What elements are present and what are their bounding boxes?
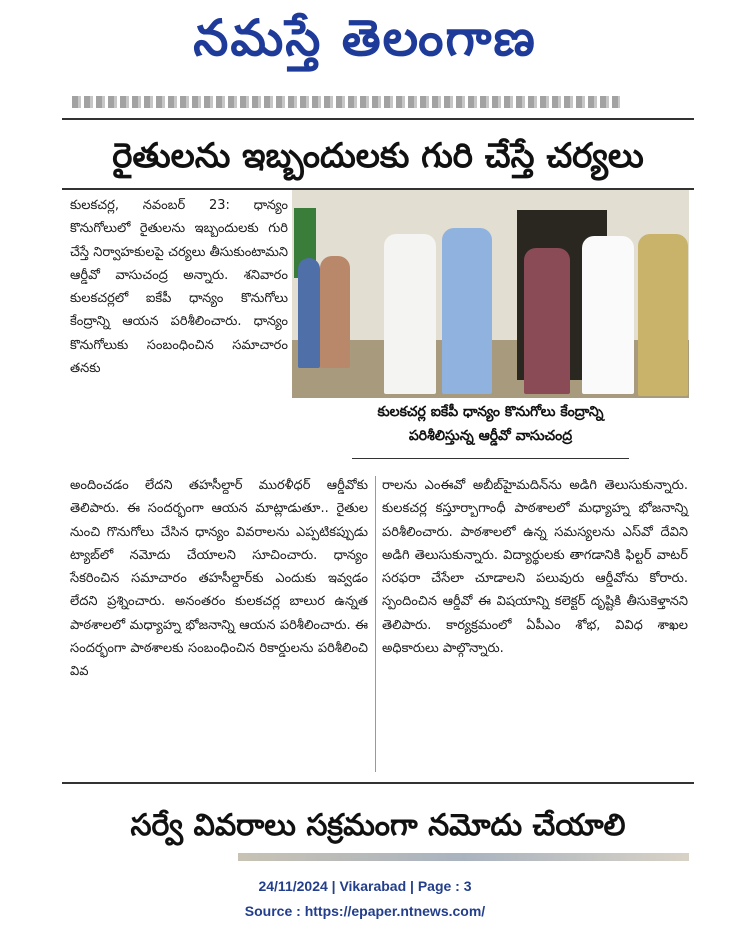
photo-caption-line-2: పరిశీలిస్తున్న ఆర్డీవో వాసుచంద్ర — [408, 428, 573, 444]
top-rule — [62, 118, 694, 120]
article-column-2: అందించడం లేదని తహసీల్దార్ మురళీధర్ ఆర్డీవోకు తెలిపారు. ఈ సందర్భంగా ఆయన మాట్లాడుతూ.. రైతుల నుంచి గొనుగోలు చేసిన ధాన్యం వివరాలను ఎప్పటికప్పుడు ట్యాబ్‌లో నమోదు చేయాలని సూచించారు. ధాన్యం సేకరించిన సమాచారం తహసీల్దార్‌కు ఎందుకు ఇవ్వడం లేదని ప్రశ్నించారు. అనంతరం కులకచర్ల బాలుర ఉన్నత పాఠశాలలో మధ్యాహ్న భోజనాన్ని ఆయన పరిశీలించారు. ఈ సందర్భంగా పాఠశాలకు సంబంధించిన రికార్డులను పరిశీలించి వివ — [70, 478, 368, 680]
article-bottom-rule — [62, 782, 694, 784]
footer-source-line[interactable]: Source : https://epaper.ntnews.com/ — [244, 903, 486, 919]
article-headline: రైతులను ఇబ్బందులకు గురి చేస్తే చర్యలు — [112, 136, 644, 176]
second-article-photo-edge — [238, 853, 689, 861]
second-article-headline: సర్వే వివరాలు సక్రమంగా నమోదు చేయాలి — [130, 808, 626, 843]
photo-caption-line-1: కులకచర్ల ఐకేపీ ధాన్యం కొనుగోలు కేంద్రాన్ని — [377, 404, 604, 420]
article-photo — [292, 190, 689, 398]
footer-date-line: 24/11/2024 | Vikarabad | Page : 3 — [258, 878, 472, 894]
caption-underline — [352, 458, 629, 459]
masthead — [0, 0, 730, 88]
article-column-3: రాలను ఎంఈవో అబీబ్‌హైమదిన్‌ను అడిగి తెలుసుకున్నారు. కులకచర్ల కస్తూర్బాగాంధీ పాఠశాలలో మధ్యాహ్న భోజనాన్ని పరిశీలించారు. పాఠశాలలో ఉన్న సమస్యలను ఎస్‌వో దేవిని అడిగి తెలుసుకున్నారు. విద్యార్థులకు తాగడానికి ఫిల్టర్ వాటర్ సరఫరా చేసేలా చూడాలని పలువురు ఆర్డీవోను కోరారు. స్పందించిన ఆర్డీవో ఈ విషయాన్ని కలెక్టర్ దృష్టికి తీసుకెళ్తానని తెలిపారు. కార్యక్రమంలో ఏపీఎం శోభ, వివిధ శాఖల అధికారులు పాల్గొన్నారు. — [382, 478, 688, 657]
article-column-1: కులకచర్ల, నవంబర్ 23: ధాన్యం కొనుగోలులో రైతులను ఇబ్బందులకు గురి చేస్తే నిర్వాహకులపై చర్యలు తీసుకుంటామని ఆర్డీవో వాసుచంద్ర అన్నారు. శనివారం కులకచర్లలో ఐకేపీ ధాన్యం కొనుగోలు కేంద్రాన్ని ఆయన పరిశీలించారు. ధాన్యం కొనుగోలుకు సంబంధించిన సమాచారం తనకు — [70, 198, 288, 377]
column-divider — [375, 476, 376, 772]
masthead-title: నమస్తే తెలంగాణ — [193, 8, 537, 67]
cut-text-strip — [72, 96, 620, 108]
photo-caption — [292, 400, 689, 462]
